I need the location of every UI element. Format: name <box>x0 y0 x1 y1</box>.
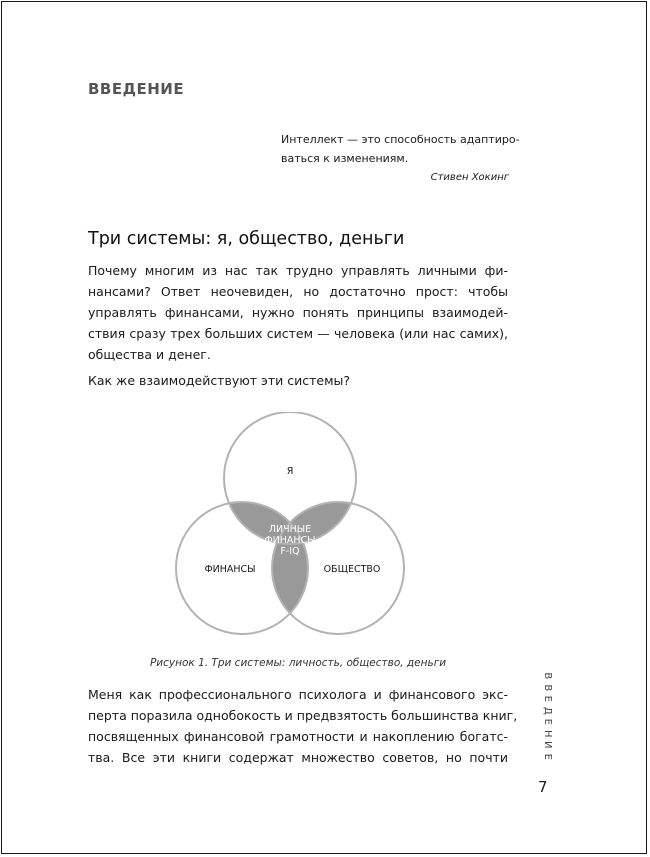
epigraph-line: Интеллект — это способность адаптиро- <box>281 133 520 146</box>
body-paragraph-2 <box>88 370 508 391</box>
text-line: посвященных финансовой грамотности и накоплению богатс- <box>88 729 508 744</box>
page-number: 7 <box>538 778 548 796</box>
epigraph-line: ваться к изменениям. <box>281 152 409 165</box>
text-line: Почему многим из нас так трудно управлять личными фи- <box>88 263 508 278</box>
figure-caption: Рисунок 1. Три системы: личность, общество, деньги <box>149 657 447 669</box>
epigraph-author: Стивен Хокинг <box>430 172 509 183</box>
text-line: Меня как профессионального психолога и финансового экс- <box>88 687 508 702</box>
venn-diagram <box>160 412 420 644</box>
body-paragraph-1 <box>88 260 508 365</box>
side-running-head-letter: Д <box>541 706 553 715</box>
side-running-head-letter: В <box>541 683 553 691</box>
section-header: ВВЕДЕНИЕ <box>88 80 185 98</box>
side-running-head-letter: Е <box>541 753 553 760</box>
center-label-line: ФИНАНСЫ <box>264 535 316 546</box>
body-paragraph-3 <box>88 684 518 768</box>
venn-diagram-svg <box>160 412 420 644</box>
circle-label-finances: ФИНАНСЫ <box>204 564 256 575</box>
text-line: перта поразила однобокость и предвзятость большинства книг, <box>88 708 518 723</box>
text-line: Как же взаимодействуют эти системы? <box>88 373 351 388</box>
side-running-head-letter: И <box>541 741 553 749</box>
center-label-line: ЛИЧНЫЕ <box>268 524 312 535</box>
side-running-head-letter: Н <box>541 729 553 738</box>
section-title: Три системы: я, общество, деньги <box>88 229 405 249</box>
text-line: ствия сразу трех больших систем — человека (или нас самих), <box>88 326 508 341</box>
text-line: тва. Все эти книги содержат множество советов, но почти <box>88 750 508 765</box>
side-running-head-letter: В <box>541 672 553 680</box>
side-running-head-letter: Е <box>541 718 553 725</box>
side-running-head-letter: Е <box>541 695 553 702</box>
side-running-head <box>540 670 554 762</box>
epigraph-quote <box>281 130 520 168</box>
circle-label-self: Я <box>286 466 294 477</box>
text-line: управлять финансами, нужно понять принципы взаимодей- <box>88 305 508 320</box>
center-label-line: F-IQ <box>280 546 300 557</box>
circle-label-society: ОБЩЕСТВО <box>323 564 381 575</box>
text-line: общества и денег. <box>88 347 211 362</box>
text-line: нансами? Ответ неочевиден, но достаточно прост: чтобы <box>88 284 508 299</box>
